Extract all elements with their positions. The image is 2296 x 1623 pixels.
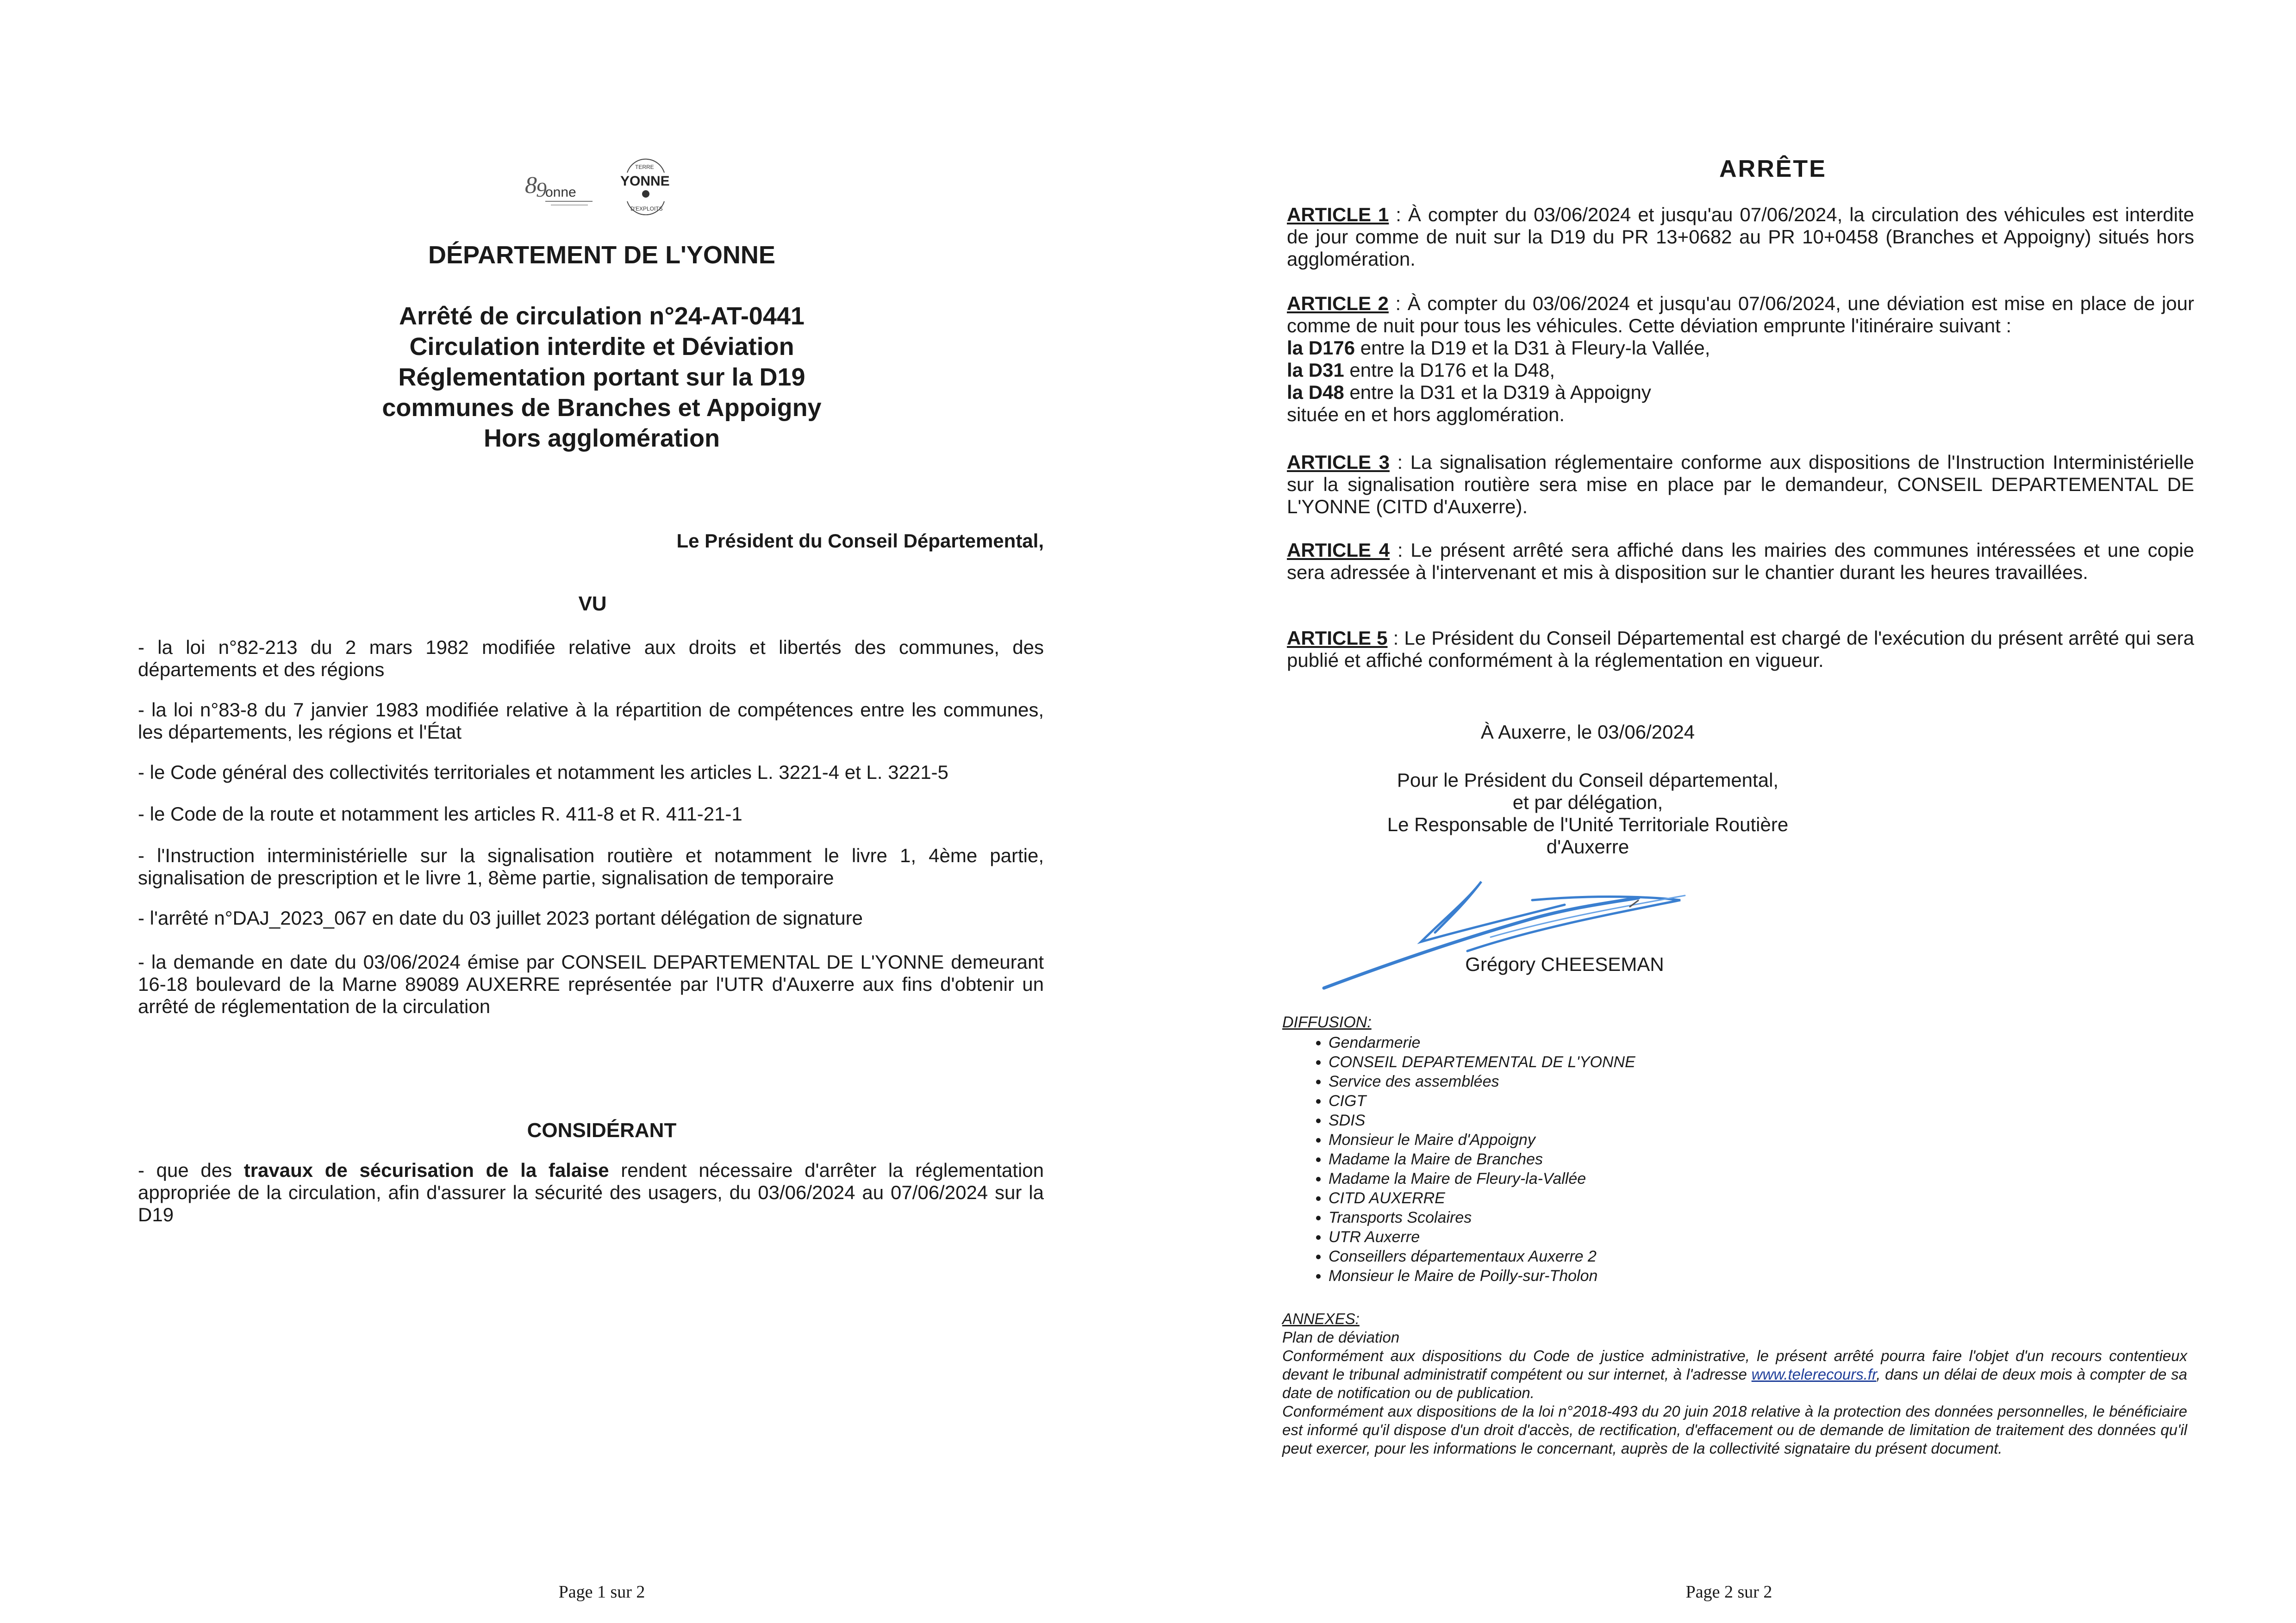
signature-line: d'Auxerre xyxy=(1546,836,1629,858)
yonne-logo xyxy=(523,164,597,211)
article-text: : À compter du 03/06/2024 et jusqu'au 07/06/2024, la circulation des véhicules est interdite de jour comme de nuit sur la D19 du PR 13+0682 au PR 10+0458 (Branches et Appoigny) situés hors agglomération. xyxy=(1287,204,2194,270)
signatory-name: Grégory CHEESEMAN xyxy=(1465,953,1664,975)
logo-row xyxy=(523,155,680,215)
page-number: Page 2 sur 2 xyxy=(1685,1582,1772,1602)
vu-item: - le Code de la route et notamment les articles R. 411-8 et R. 411-21-1 xyxy=(138,803,742,825)
arrete-heading: ARRÊTE xyxy=(1719,155,1827,182)
vu-item: - l'arrêté n°DAJ_2023_067 en date du 03 juillet 2023 portant délégation de signature xyxy=(138,907,863,929)
list-item: • Gendarmerie xyxy=(1329,1033,1884,1052)
list-item: • Monsieur le Maire de Poilly-sur-Tholon xyxy=(1329,1266,1884,1286)
svg-text:9: 9 xyxy=(536,178,547,201)
signature-line: Le Responsable de l'Unité Territoriale Routière xyxy=(1387,814,1789,835)
diffusion-list xyxy=(1315,1033,1884,1286)
annexes-item: Plan de déviation xyxy=(1282,1329,1400,1346)
route-step xyxy=(1287,359,2194,381)
considerant-heading: CONSIDÉRANT xyxy=(527,1119,677,1142)
article-text: : Le Président du Conseil Départemental est chargé de l'exécution du présent arrêté qui sera publié et affiché conformément à la réglementation en vigueur. xyxy=(1287,627,2194,671)
page-2 xyxy=(1148,0,2296,1623)
vu-heading: VU xyxy=(578,592,607,615)
article-label: ARTICLE 5 xyxy=(1287,627,1388,649)
list-item: • Madame la Maire de Branches xyxy=(1329,1150,1884,1169)
article-2 xyxy=(1287,292,2194,426)
vu-item: - la demande en date du 03/06/2024 émise par CONSEIL DEPARTEMENTAL DE L'YONNE demeurant 16-18 boulevard de la Marne 89089 AUXERRE représentée par l'UTR d'Auxerre aux fins d'obtenir un arrêté de réglementation de la circulation xyxy=(138,951,1044,1017)
annexes-block xyxy=(1282,1310,2187,1458)
considerant-suffix: rendent nécessaire d'arrêter la réglementation appropriée de la circulation, afin d'assurer la sécurité des usagers, du 03/06/2024 au 07/06/2024 sur la D19 xyxy=(138,1159,1044,1225)
route-road: la D48 xyxy=(1287,381,1344,403)
list-item: • Conseillers départementaux Auxerre 2 xyxy=(1329,1247,1884,1266)
legal-recourse xyxy=(1282,1347,2187,1402)
considerant-works: travaux de sécurisation de la falaise xyxy=(243,1159,609,1181)
vu-item: - l'Instruction interministérielle sur la signalisation routière et notamment le livre 1, 4ème partie, signalisation de prescription et le livre 1, 8ème partie, signalisation de temporaire xyxy=(138,845,1044,889)
legal-data-protection: Conformément aux dispositions de la loi n°2018-493 du 20 juin 2018 relative à la protection des données personnelles, le bénéficiaire est informé qu'il dispose d'un droit d'accès, de rectification, d'effacement ou de demande de limitation de traitement des données qu'il peut exercer, pour les informations le concernant, auprès de la collectivité signataire du présent document. xyxy=(1282,1403,2187,1457)
route-step xyxy=(1287,381,2194,404)
route-closing: située en et hors agglomération. xyxy=(1287,404,1565,425)
svg-text:TERRE: TERRE xyxy=(635,164,654,170)
annexes-title: ANNEXES: xyxy=(1282,1310,1360,1327)
list-item: • CITD AUXERRE xyxy=(1329,1188,1884,1208)
list-item: • SDIS xyxy=(1329,1111,1884,1130)
arrete-communes: communes de Branches et Appoigny xyxy=(382,394,822,422)
signature-line: et par délégation, xyxy=(1512,791,1663,813)
list-item: • Transports Scolaires xyxy=(1329,1208,1884,1227)
article-5 xyxy=(1287,627,2194,672)
article-text: : À compter du 03/06/2024 et jusqu'au 07/06/2024, une déviation est mise en place de jour comme de nuit pour tous les véhicules. Cette déviation emprunte l'itinéraire suivant : xyxy=(1287,292,2194,336)
article-3 xyxy=(1287,451,2194,518)
list-item: • Service des assemblées xyxy=(1329,1072,1884,1091)
list-item: • UTR Auxerre xyxy=(1329,1227,1884,1247)
arrete-regulation: Réglementation portant sur la D19 xyxy=(398,363,805,391)
terre-yonne-logo xyxy=(611,155,680,215)
legal-recourse-text: , dans un délai de deux mois à compter de sa date de notification ou de publication. xyxy=(1282,1366,2187,1401)
vu-item: - la loi n°83-8 du 7 janvier 1983 modifiée relative à la répartition de compétences entre les communes, les départements, les régions et l'État xyxy=(138,699,1044,743)
list-item: • CONSEIL DEPARTEMENTAL DE L'YONNE xyxy=(1329,1052,1884,1072)
svg-text:YONNE: YONNE xyxy=(620,174,670,189)
route-detail: entre la D31 et la D319 à Appoigny xyxy=(1344,381,1651,403)
list-item: • Madame la Maire de Fleury-la-Vallée xyxy=(1329,1169,1884,1188)
signature-line: Pour le Président du Conseil départemental, xyxy=(1397,769,1779,791)
list-item: • CIGT xyxy=(1329,1091,1884,1111)
list-item: • Monsieur le Maire d'Appoigny xyxy=(1329,1130,1884,1150)
article-1 xyxy=(1287,204,2194,270)
arrete-subject: Circulation interdite et Déviation xyxy=(409,333,794,361)
svg-text:onne: onne xyxy=(545,185,576,200)
article-label: ARTICLE 2 xyxy=(1287,292,1389,314)
article-label: ARTICLE 1 xyxy=(1287,204,1389,225)
department-title: DÉPARTEMENT DE L'YONNE xyxy=(428,241,775,269)
president-heading: Le Président du Conseil Départemental, xyxy=(676,530,1044,552)
arrete-number: Arrêté de circulation n°24-AT-0441 xyxy=(399,302,805,330)
article-text: : La signalisation réglementaire conforme aux dispositions de l'Instruction Interministérielle sur la signalisation routière sera mise en place par le demandeur, CONSEIL DEPARTEMENTAL DE L'YONNE (CITD d'Auxerre). xyxy=(1287,451,2195,517)
route-road: la D31 xyxy=(1287,359,1344,381)
handwritten-signature-icon xyxy=(1315,863,1731,1002)
svg-text:8: 8 xyxy=(525,172,537,199)
article-4 xyxy=(1287,539,2194,584)
arrete-scope: Hors agglomération xyxy=(483,424,720,452)
page-number: Page 1 sur 2 xyxy=(558,1582,645,1602)
article-text: : Le présent arrêté sera affiché dans les mairies des communes intéressées et une copie sera adressée à l'intervenant et mis à disposition sur le chantier durant les heures travaillées. xyxy=(1287,539,2194,583)
route-road: la D176 xyxy=(1287,337,1355,359)
route-detail: entre la D19 et la D31 à Fleury-la Vallée, xyxy=(1355,337,1710,359)
route-detail: entre la D176 et la D48, xyxy=(1344,359,1555,381)
signature-block xyxy=(1333,769,1842,858)
diffusion-title: DIFFUSION: xyxy=(1282,1014,1372,1031)
place-date: À Auxerre, le 03/06/2024 xyxy=(1480,721,1695,743)
legal-recourse-text: Conformément aux dispositions du Code de justice administrative, le présent arrêté pourra faire l'objet d'un recours contentieux devant le tribunal administratif compétent ou sur internet, à l'adresse xyxy=(1282,1347,2187,1383)
considerant-text xyxy=(138,1159,1044,1226)
article-label: ARTICLE 4 xyxy=(1287,539,1390,561)
route-step xyxy=(1287,337,2194,359)
svg-text:D'EXPLOITS: D'EXPLOITS xyxy=(630,205,663,212)
arrete-title-block xyxy=(231,301,972,454)
vu-item: - le Code général des collectivités territoriales et notamment les articles L. 3221-4 et L. 3221-5 xyxy=(138,761,948,783)
telerecours-link[interactable]: www.telerecours.fr xyxy=(1751,1366,1877,1383)
article-label: ARTICLE 3 xyxy=(1287,451,1390,473)
considerant-prefix: - que des xyxy=(138,1159,244,1181)
vu-item: - la loi n°82-213 du 2 mars 1982 modifiée relative aux droits et libertés des communes, des départements et des régions xyxy=(138,636,1044,680)
